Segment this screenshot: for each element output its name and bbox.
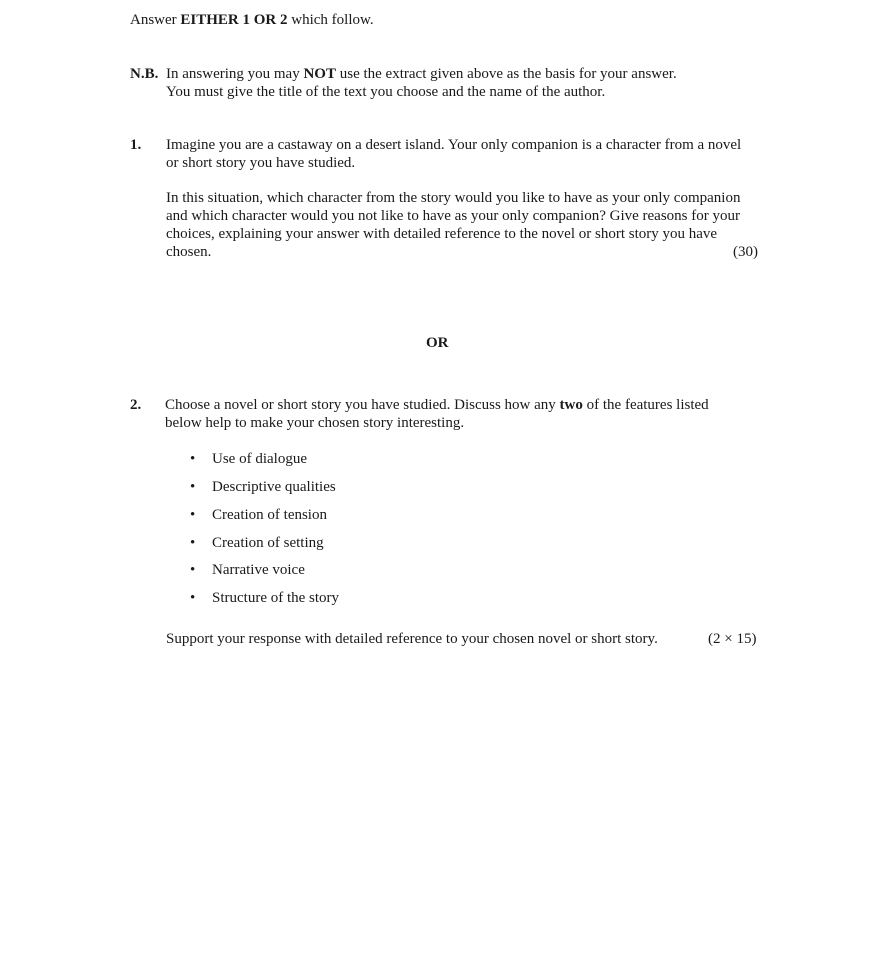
question-1-p2-line-4: chosen. (166, 244, 212, 260)
instruction-suffix: which follow. (287, 12, 374, 28)
nb-label: N.B. (130, 66, 159, 82)
nb-line-2: You must give the title of the text you choose and the name of the author. (166, 84, 606, 100)
feature-list-item (190, 506, 327, 524)
question-1-p2-line-2: and which character would you not like to have as your only companion? Give reasons for your (166, 208, 740, 224)
question-2-line1-prefix: Choose a novel or short story you have studied. Discuss how any (165, 397, 560, 413)
question-2-line-2: below help to make your chosen story interesting. (165, 415, 465, 431)
question-1-marks: (30) (733, 244, 758, 260)
question-1-paragraph-2 (166, 189, 771, 261)
or-separator: OR (426, 335, 449, 351)
nb-line1-bold: NOT (303, 66, 336, 82)
feature-list-item (190, 561, 305, 579)
feature-label: Creation of tension (212, 507, 327, 523)
feature-list-item (190, 534, 324, 552)
question-1-paragraph-1 (166, 136, 771, 172)
question-2-line-1 (165, 396, 765, 414)
question-2-number: 2. (130, 397, 142, 413)
instruction-bold: EITHER 1 OR 2 (180, 12, 288, 28)
bullet-icon: • (190, 479, 196, 495)
bullet-icon: • (190, 590, 196, 606)
feature-label: Use of dialogue (212, 451, 307, 467)
feature-label: Descriptive qualities (212, 479, 336, 495)
feature-list-item (190, 450, 307, 468)
question-1-p2-line-3: choices, explaining your answer with detailed reference to the novel or short story you have (166, 226, 718, 242)
question-1-p1-line-1: Imagine you are a castaway on a desert island. Your only companion is a character from a novel (166, 137, 742, 153)
question-2-prompt (165, 396, 765, 432)
bullet-icon: • (190, 562, 196, 578)
feature-label: Structure of the story (212, 590, 340, 606)
exam-instruction (130, 11, 374, 29)
question-1-p2-line-1: In this situation, which character from the story would you like to have as your only companion (166, 190, 741, 206)
feature-label: Creation of setting (212, 535, 324, 551)
question-1-p1-line-2: or short story you have studied. (166, 155, 356, 171)
question-2-line1-bold: two (559, 397, 583, 413)
question-2-marks: (2 × 15) (708, 631, 757, 647)
instruction-prefix: Answer (130, 12, 181, 28)
bullet-icon: • (190, 451, 196, 467)
nb-line-1 (166, 65, 677, 83)
bullet-icon: • (190, 507, 196, 523)
nb-line1-prefix: In answering you may (166, 66, 304, 82)
question-2-line1-suffix: of the features listed (582, 397, 709, 413)
bullet-icon: • (190, 535, 196, 551)
feature-list-item (190, 589, 339, 607)
question-1-number: 1. (130, 137, 142, 153)
feature-label: Narrative voice (212, 562, 305, 578)
question-2-support-text: Support your response with detailed reference to your chosen novel or short story. (166, 631, 658, 647)
nb-line1-suffix: use the extract given above as the basis for your answer. (335, 66, 677, 82)
feature-list-item (190, 478, 336, 496)
